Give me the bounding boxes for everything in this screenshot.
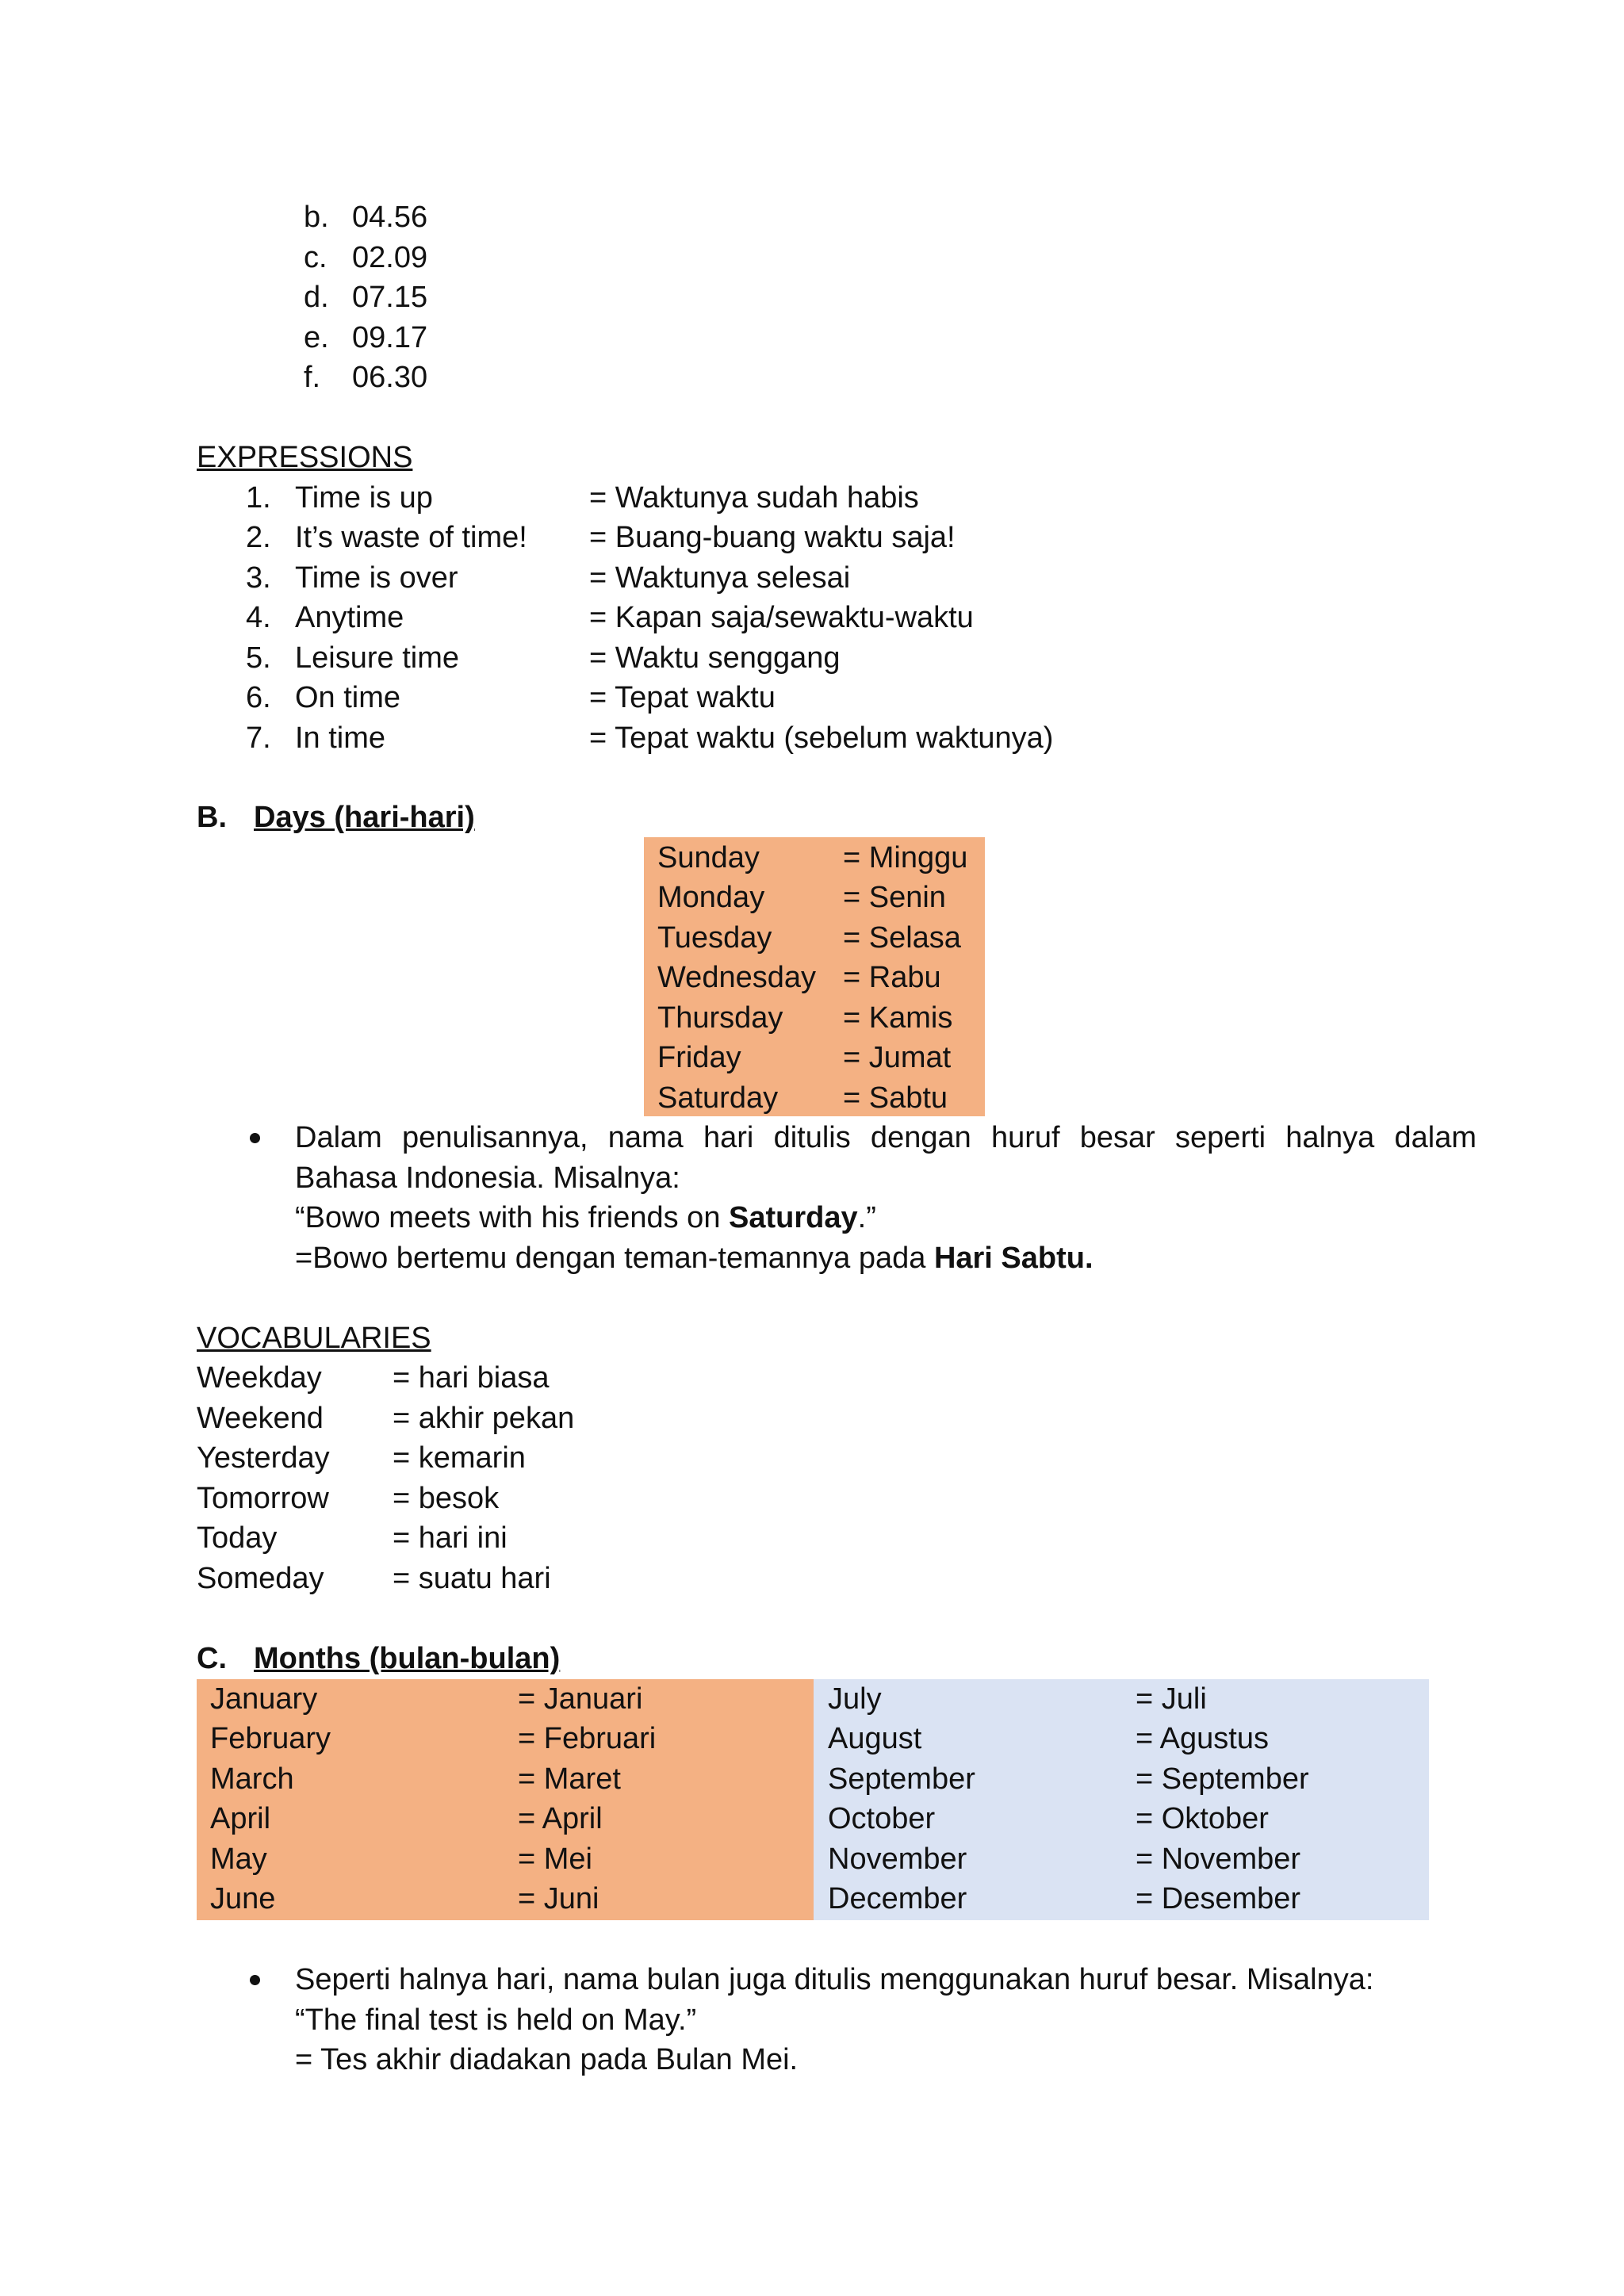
months-translation: = Tes akhir diadakan pada Bulan Mei. bbox=[295, 2043, 799, 2076]
months-example: “The final test is held on May.” bbox=[295, 2003, 697, 2037]
vocabularies-heading: VOCABULARIES bbox=[197, 1322, 431, 1355]
section-letter: C. bbox=[197, 1642, 227, 1675]
bullet-icon bbox=[250, 1975, 260, 1985]
months-note: Seperti halnya hari, nama bulan juga ditulis menggunakan huruf besar. Misalnya: bbox=[295, 1963, 1374, 1996]
section-title: Days (hari-hari) bbox=[254, 801, 475, 834]
section-title: Months (bulan-bulan) bbox=[254, 1642, 561, 1675]
days-note-line2: Bahasa Indonesia. Misalnya: bbox=[295, 1161, 680, 1195]
days-note-line1: Dalam penulisannya, nama hari ditulis dengan huruf besar seperti halnya dalam bbox=[295, 1121, 1477, 1154]
section-letter: B. bbox=[197, 801, 227, 834]
days-translation: =Bowo bertemu dengan teman-temannya pada Hari Sabtu. bbox=[295, 1242, 1094, 1275]
expressions-heading: EXPRESSIONS bbox=[197, 441, 413, 474]
days-example: “Bowo meets with his friends on Saturday.” bbox=[295, 1201, 876, 1234]
bullet-icon bbox=[250, 1133, 260, 1143]
